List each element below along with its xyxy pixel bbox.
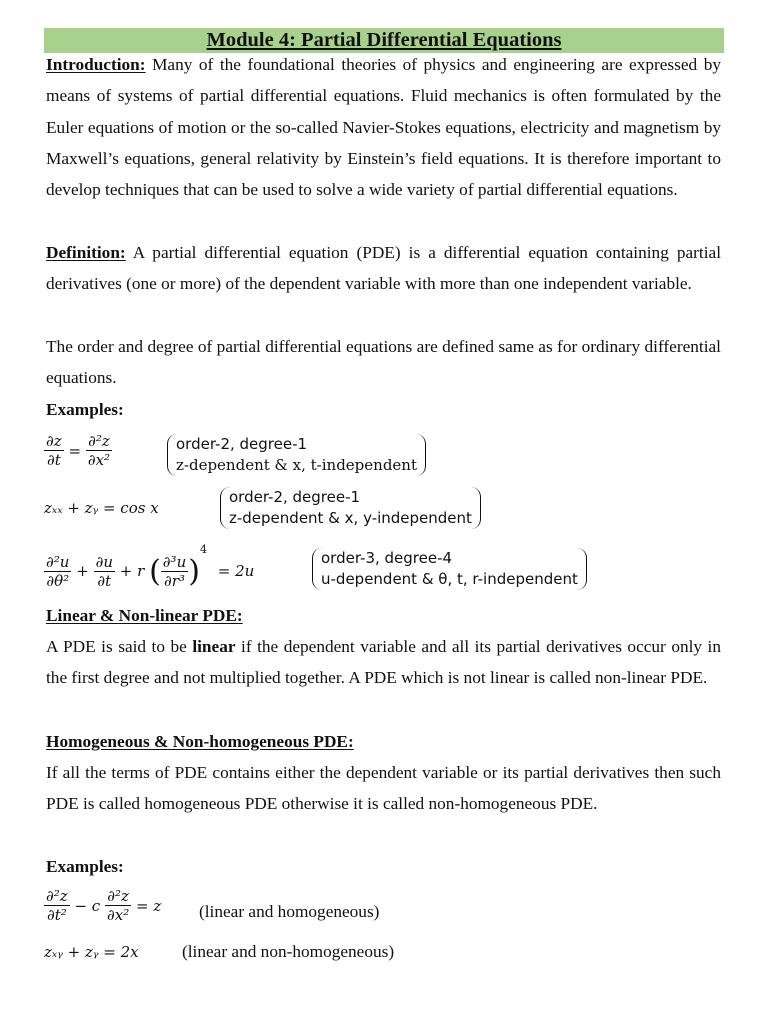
examples-heading-1: Examples: <box>46 400 124 419</box>
equation-1-note: order-2, degree-1 z-dependent & x, t-independent <box>167 434 426 476</box>
equation-2-note: order-2, degree-1 z-dependent & x, y-independent <box>220 487 481 529</box>
fraction-d2z-dx2: $\frac{\text{∂²z}}{\text{∂x²}}$ <box>87 432 111 469</box>
fraction-d3u-dr3: $\frac{\text{∂³u}}{\text{∂r³}}$ <box>162 552 187 590</box>
equation-5: zₓᵧ + zᵧ = 2x <box>44 943 139 961</box>
fraction-d2z-dx2-b: $\frac{\text{∂²z}}{\text{∂x²}}$ <box>107 887 130 924</box>
linear-term: linear <box>192 637 236 656</box>
equation-4-remark: (linear and homogeneous) <box>199 902 380 921</box>
fraction-du-dt: $\frac{\partial u}{\partial t}$ <box>95 552 113 590</box>
equation-5-remark: (linear and non-homogeneous) <box>182 942 395 961</box>
fraction-d2z-dt2: $\frac{\text{∂²z}}{\text{∂t²}}$ <box>46 887 68 924</box>
equation-3: $\frac{\text{∂²u}}{\text{∂θ²}}$ + $\frac{\partial u}{\partial t}$ + r ( $\frac{\text{∂³u}}{\text{∂r³}}$ )$^4$ = 2u <box>46 543 255 590</box>
homogeneous-paragraph: If all the terms of PDE contains either the dependent variable or its partial derivatives then such PDE is called homogeneous PDE otherwise it is called non-homogeneous PDE. <box>46 763 721 814</box>
fraction-dz-dt: $\frac{\partial z}{\partial t}$ <box>46 432 62 469</box>
fraction-d2u-dtheta2: $\frac{\text{∂²u}}{\text{∂θ²}}$ <box>46 552 70 590</box>
intro-text: Many of the foundational theories of physics and engineering are expressed by means of systems of partial differential equations. Fluid mechanics is often formulated by the Euler equations of motion or the so-called Navier-Stokes equations, electricity and magnetism by Maxwell’s equations, general relativity by Einstein’s field equations. It is therefore important to develop techniques that can be used to solve a wide variety of partial differential equations. <box>46 55 721 200</box>
page-title: Module 4: Partial Differential Equations <box>206 29 562 51</box>
equation-1: $\frac{\partial z}{\partial t}$ = $\frac{\text{∂²z}}{\text{∂x²}}$ <box>46 432 111 469</box>
homogeneous-heading: Homogeneous & Non-homogeneous PDE: <box>46 732 354 751</box>
linear-heading: Linear & Non-linear PDE: <box>46 606 243 625</box>
equation-2: zₓₓ + zᵧ = cos x <box>44 499 159 517</box>
definition-paragraph <box>46 237 721 300</box>
equation-3-note: order-3, degree-4 u-dependent & θ, t, r-independent <box>312 548 587 590</box>
definition-text: A partial differential equation (PDE) is a differential equation containing partial derivatives (one or more) of the dependent variable with more than one independent variable. <box>46 243 721 294</box>
examples-heading-2: Examples: <box>46 857 124 876</box>
equation-4: $\frac{\text{∂²z}}{\text{∂t²}}$ − c $\frac{\text{∂²z}}{\text{∂x²}}$ = z <box>46 887 162 924</box>
definition-label: Definition: <box>46 243 126 262</box>
intro-paragraph <box>46 49 721 205</box>
order-degree-paragraph: The order and degree of partial differential equations are defined same as for ordinary differential equations. <box>46 337 721 388</box>
intro-label: Introduction: <box>46 55 146 74</box>
linear-paragraph: A PDE is said to be linear if the dependent variable and all its partial derivatives occur only in the first degree and not multiplied together. A PDE which is not linear is called non-linear PDE. <box>46 637 721 688</box>
